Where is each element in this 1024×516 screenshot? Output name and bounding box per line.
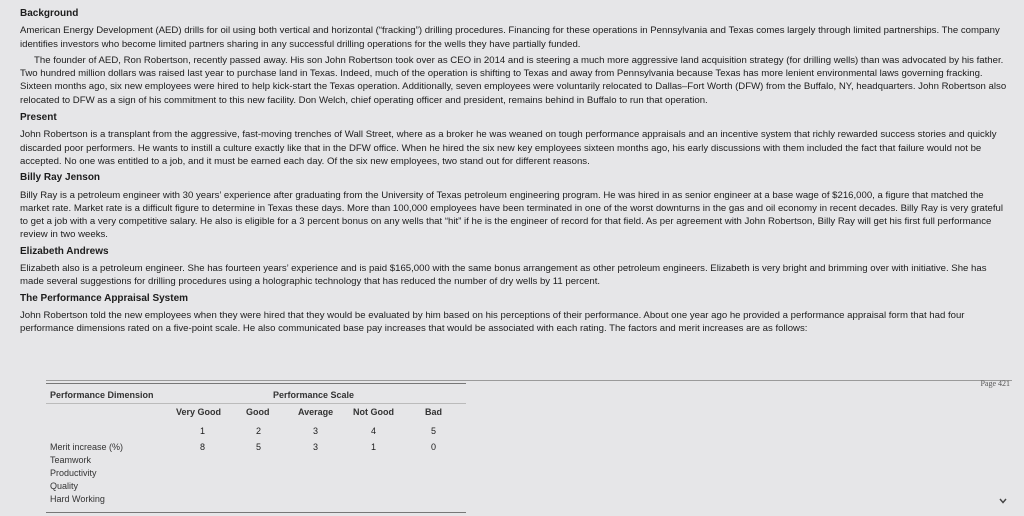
- scale-header: Performance Scale: [273, 390, 355, 400]
- paragraph: American Energy Development (AED) drills for oil using both vertical and horizontal (“fracking”) drilling procedures. Financing for these operations in Pennsylvania and Texas comes largely through limited partnerships. The company identifies investors who become limited partners sharing in any successful drilling operations for the wells they have partially funded.: [20, 25, 1000, 50]
- section-heading: The Performance Appraisal System: [20, 292, 189, 304]
- column-label: Very Good: [176, 407, 222, 417]
- row-label: Merit increase (%): [50, 442, 124, 452]
- merit-value: 8: [200, 442, 206, 452]
- section-heading: Elizabeth Andrews: [20, 245, 109, 257]
- column-score: 4: [371, 426, 377, 436]
- chevron-down-icon[interactable]: [998, 496, 1008, 506]
- column-score: 3: [313, 426, 319, 436]
- section-heading: Background: [20, 8, 79, 19]
- row-label: Hard Working: [50, 494, 105, 504]
- row-label: Productivity: [50, 468, 97, 478]
- paragraph: John Robertson is a transplant from the aggressive, fast-moving trenches of Wall Street, where as a broker he was weaned on tough performance appraisals and an incentive system that richly rewarded success stories and quickly discarded poor performers. He wants to instill a culture exactly like that in the DFW office. When he hired the six new key employees sixteen months ago, his early discussions with them included the fact that failure would not be accepted. No one was entitled to a job, and it must be earned each day. Of the six new employees, two stand out for different reasons.: [20, 129, 997, 167]
- column-label: Bad: [425, 407, 443, 417]
- row-label: Teamwork: [50, 455, 92, 465]
- section-heading: Billy Ray Jenson: [20, 172, 101, 184]
- merit-value: 5: [256, 442, 262, 452]
- column-score: 5: [431, 426, 437, 436]
- row-label: Quality: [50, 481, 79, 491]
- merit-value: 0: [431, 442, 437, 452]
- paragraph: John Robertson told the new employees when they were hired that they would be evaluated by him based on his perceptions of their performance. About one year ago he provided a performance appraisal form that had four performance dimensions rated on a five-point scale. He also communicated base pay increases that would be associated with each rating. The factors and merit increases are as follows:: [20, 309, 965, 335]
- paragraph: The founder of AED, Ron Robertson, recently passed away. His son John Robertson took over as CEO in 2014 and is steering a much more aggressive land acquisition strategy (for drilling wells) than was advocated by his father. Two hundred million dollars was raised last year to purchase land in Texas. Indeed, much of the operation is shifting to Texas and away from Pennsylvania because Texas has more lenient environmental laws governing fracking. Sixteen months ago, six new employees were hired to help kick-start the Texas operation. Additionally, seven employees were voluntarily relocated to Dallas–Fort Worth (DFW) from the Buffalo, NY, headquarters. John Robertson also relocated to DFW as a sign of his commitment to this new facility. Don Welch, chief operating officer and president, remains behind in Buffalo to run that operation.: [20, 54, 1007, 106]
- merit-value: 3: [313, 442, 319, 452]
- page-number: Page 421: [980, 379, 1010, 388]
- column-label: Not Good: [353, 407, 394, 417]
- column-score: 1: [200, 426, 206, 436]
- merit-value: 1: [371, 442, 377, 452]
- column-score: 2: [256, 426, 262, 436]
- section-heading: Present: [20, 112, 57, 124]
- column-label: Average: [298, 407, 334, 417]
- performance-table: [46, 383, 466, 513]
- column-label: Good: [246, 407, 270, 417]
- paragraph: Billy Ray is a petroleum engineer with 30 years’ experience after graduating from the University of Texas petroleum engineering program. He was hired in as senior engineer at a base wage of $216,000, a figure that matched the market rate. Market rate is a difficult figure to determine in Texas these days. More than 100,000 employees have been terminated in one of the worst downturns in the gas and oil economy in recent decades. Billy Ray is very grateful to get a job with a very competitive salary. He also is eligible for a 3 percent bonus on any wells that “hit” if he is the engineer of record for that field. As per agreement with John Robertson, Billy Ray will get his first full performance review in two weeks.: [20, 189, 1003, 241]
- document-body: [20, 7, 1010, 339]
- dimension-header: Performance Dimension: [50, 390, 154, 400]
- page-divider: [46, 380, 1012, 381]
- paragraph: Elizabeth also is a petroleum engineer. She has fourteen years’ experience and is paid $165,000 with the same bonus arrangement as other petroleum engineers. Elizabeth is very bright and brimming over with initiative. She has made several suggestions for drilling procedures using a holographic technology that has reduced the number of dry wells by 11 percent.: [20, 263, 987, 288]
- header-rule: [46, 403, 466, 404]
